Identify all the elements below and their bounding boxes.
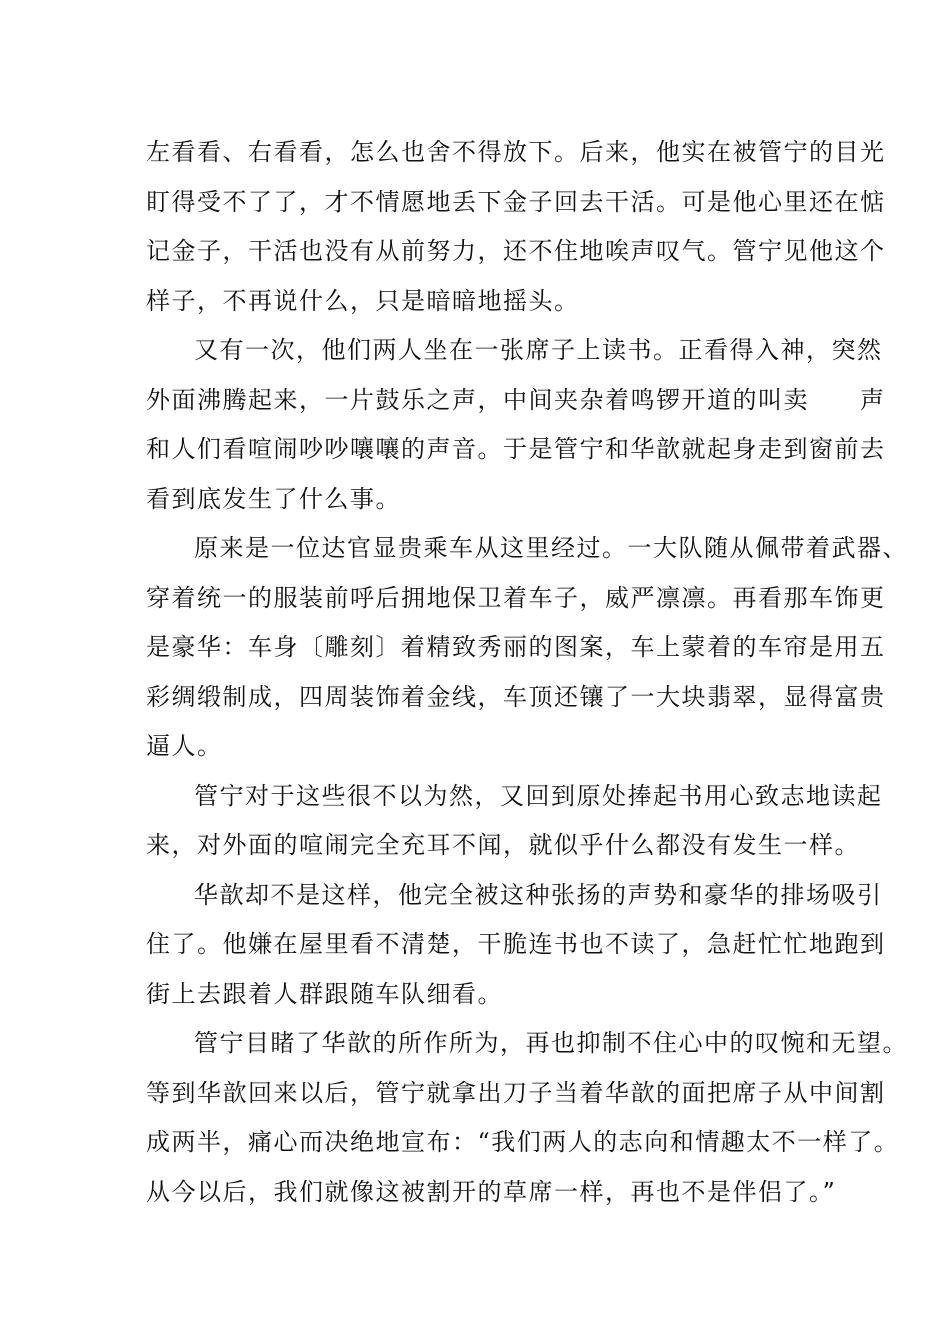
paragraph-first-line: 管宁对于这些很不以为然，又回到原处捧起书用心致志地读起 [194,781,883,810]
text-line: 左看看、右看看，怎么也舍不得放下。后来，他实在被管宁的目光 [146,138,886,166]
text-line: 街上去跟着人群跟随车队细看。 [146,979,503,1008]
body-text [146,128,908,1217]
text-line: 穿着统一的服装前呼后拥地保卫着车子，威严凛凛。再看那车饰更 [146,583,886,612]
text-line: 从今以后，我们就像这被割开的草席一样，再也不是伴侣了。” [146,1177,837,1206]
text-line: 逼人。 [146,732,223,760]
text-line: 住了。他嫌在屋里看不清楚，干脆连书也不读了，急赶忙忙地跑到 [146,930,886,958]
text-line: 成两半，痛心而决绝地宣布：“我们两人的志向和情趣太不一样了。 [146,1128,900,1156]
text-line: 等到华歆回来以后，管宁就拿出刀子当着华歆的面把席子从中间割 [146,1078,886,1107]
text-line: 看到底发生了什么事。 [146,484,401,513]
paragraph-first-line: 管宁目睹了华歆的所作所为，再也抑制不住心中的叹惋和无望。 [194,1029,908,1057]
text-line: 记金子，干活也没有从前努力，还不住地唉声叹气。管宁见他这个 [146,237,886,265]
text-line: 盯得受不了了，才不情愿地丢下金子回去干活。可是他心里还在惦 [146,187,886,216]
paragraph-first-line: 原来是一位达官显贵乘车从这里经过。一大队随从佩带着武器、 [194,534,908,562]
paragraph-first-line: 华歆却不是这样，他完全被这种张扬的声势和豪华的排场吸引 [194,880,883,909]
text-line: 来，对外面的喧闹完全充耳不闻，就似乎什么都没有发生一样。 [146,831,860,859]
text-line: 外面沸腾起来，一片鼓乐之声，中间夹杂着鸣锣开道的叫卖 声 [146,385,886,414]
text-line: 彩绸缎制成，四周装饰着金线，车顶还镶了一大块翡翠，显得富贵 [146,682,886,711]
paragraph-first-line: 又有一次，他们两人坐在一张席子上读书。正看得入神，突然 [194,336,883,364]
text-line: 是豪华：车身〔雕刻〕着精致秀丽的图案，车上蒙着的车帘是用五 [146,633,886,661]
text-line: 和人们看喧闹吵吵嚷嚷的声音。于是管宁和华歆就起身走到窗前去 [146,435,886,463]
text-line: 样子，不再说什么，只是暗暗地摇头。 [146,286,580,315]
